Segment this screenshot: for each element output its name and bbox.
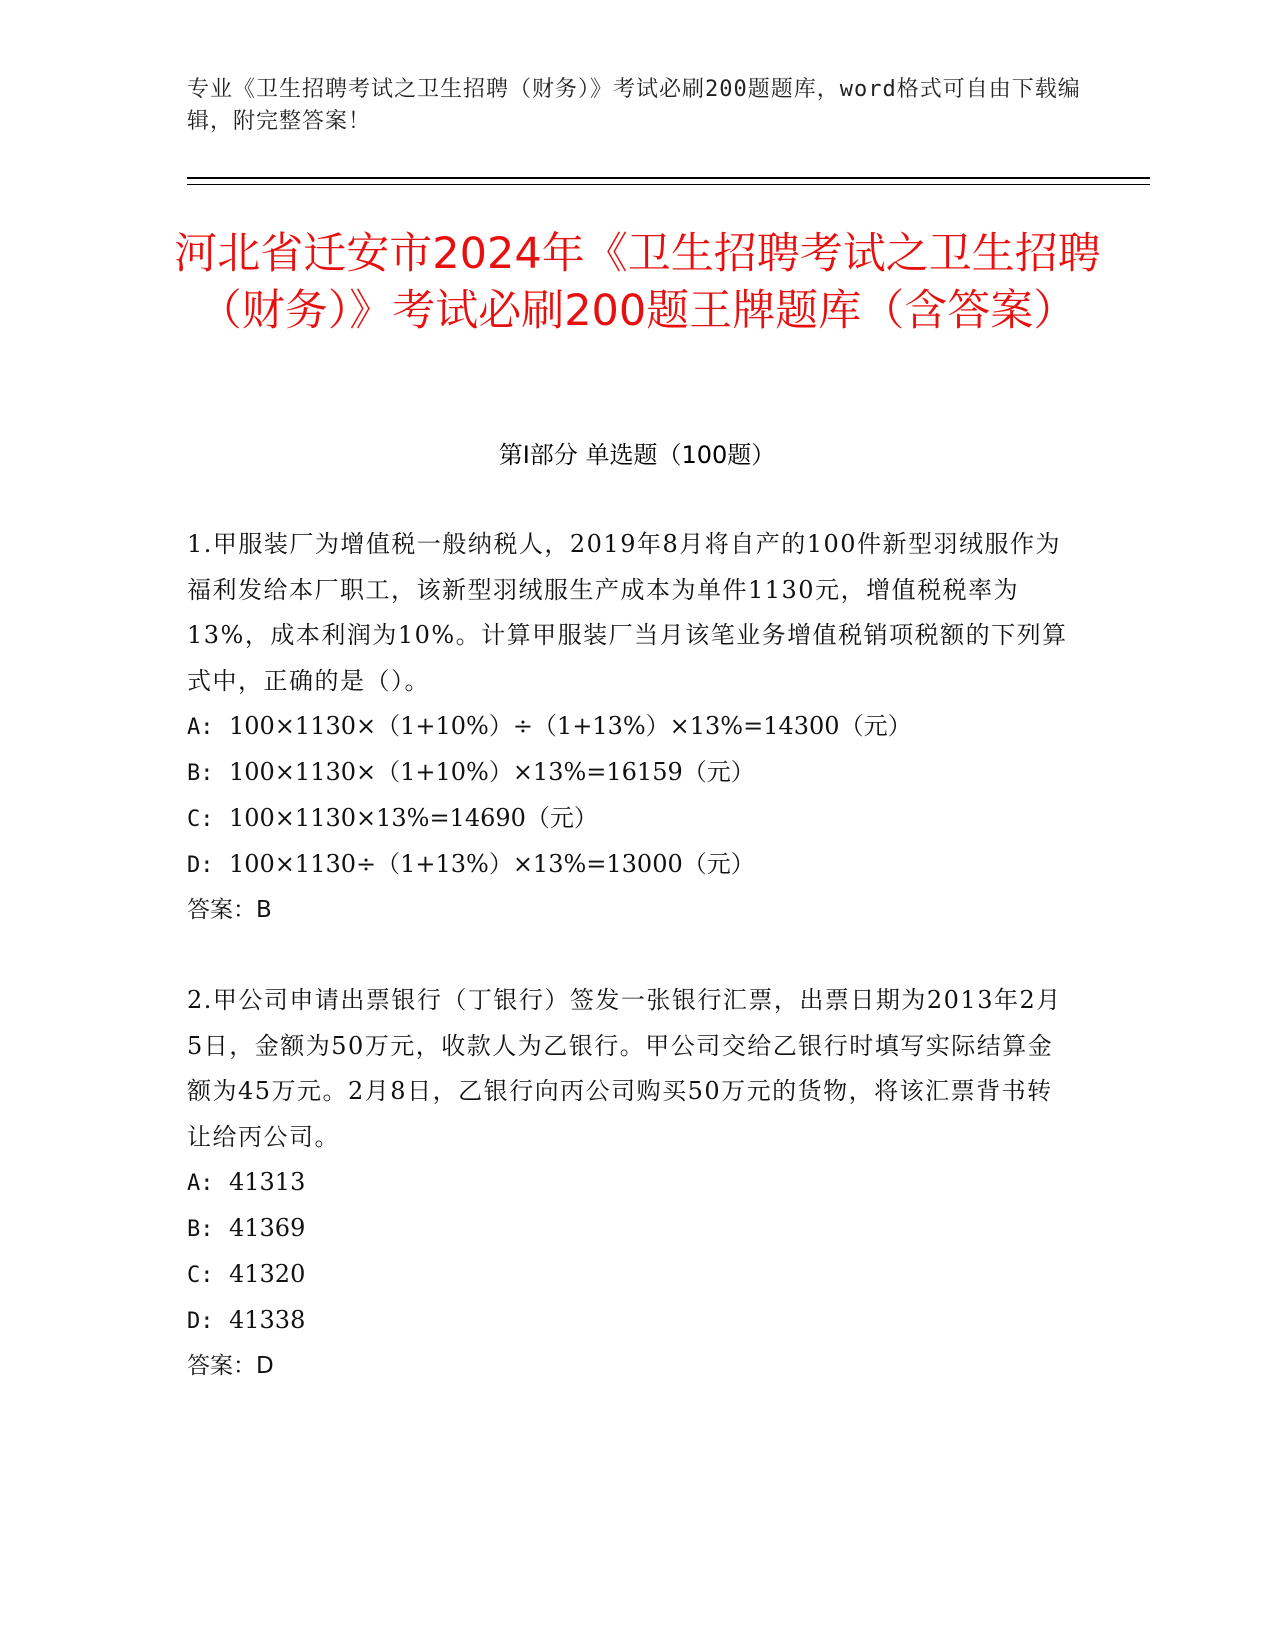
- option-d: [187, 842, 1077, 888]
- option-letter: C:: [187, 807, 214, 832]
- answer: 答案：B: [187, 897, 272, 923]
- header-rule-thick: [187, 177, 1150, 179]
- option-letter: D:: [187, 1309, 214, 1334]
- document-title: 河北省迁安市2024年《卫生招聘考试之卫生招聘（财务）》考试必刷200题王牌题库（含答案）: [174, 229, 1101, 336]
- header-note: 专业《卫生招聘考试之卫生招聘（财务）》考试必刷200题题库，word格式可自由下载编辑，附完整答案！: [187, 77, 1081, 134]
- option-d: [187, 1298, 1077, 1344]
- option-b: [187, 1206, 1077, 1252]
- option-letter: B:: [187, 761, 214, 786]
- option-text: 41338: [229, 1306, 306, 1334]
- option-text: 41313: [229, 1168, 306, 1196]
- option-c: [187, 1252, 1077, 1298]
- option-letter: C:: [187, 1263, 214, 1288]
- section-title: 第I部分 单选题（100题）: [498, 441, 776, 469]
- option-a: [187, 1160, 1077, 1206]
- option-text: 41320: [229, 1260, 306, 1288]
- option-letter: B:: [187, 1217, 214, 1242]
- header-rule-thin: [187, 184, 1150, 185]
- option-a: [187, 704, 1077, 750]
- option-text: 100×1130×13%=14690（元）: [229, 804, 598, 832]
- question-2: [187, 978, 1077, 1389]
- answer: 答案：D: [187, 1353, 274, 1379]
- option-text: 100×1130×（1+10%）×13%=16159（元）: [229, 758, 755, 786]
- option-text: 41369: [229, 1214, 306, 1242]
- question-text: 1.甲服装厂为增值税一般纳税人，2019年8月将自产的100件新型羽绒服作为福利发给本厂职工，该新型羽绒服生产成本为单件1130元，增值税税率为13%，成本利润为10%。计算甲服装厂当月该笔业务增值税销项税额的下列算式中，正确的是（）。: [187, 530, 1068, 695]
- option-letter: A:: [187, 1171, 214, 1196]
- option-c: [187, 796, 1077, 842]
- option-b: [187, 750, 1077, 796]
- option-letter: D:: [187, 853, 214, 878]
- option-letter: A:: [187, 715, 214, 740]
- question-1: [187, 522, 1077, 933]
- option-text: 100×1130÷（1+13%）×13%=13000（元）: [229, 850, 755, 878]
- option-text: 100×1130×（1+10%）÷（1+13%）×13%=14300（元）: [229, 712, 912, 740]
- question-text: 2.甲公司申请出票银行（丁银行）签发一张银行汇票，出票日期为2013年2月5日，金额为50万元，收款人为乙银行。甲公司交给乙银行时填写实际结算金额为45万元。2月8日，乙银行向丙公司购买50万元的货物，将该汇票背书转让给丙公司。: [187, 986, 1062, 1151]
